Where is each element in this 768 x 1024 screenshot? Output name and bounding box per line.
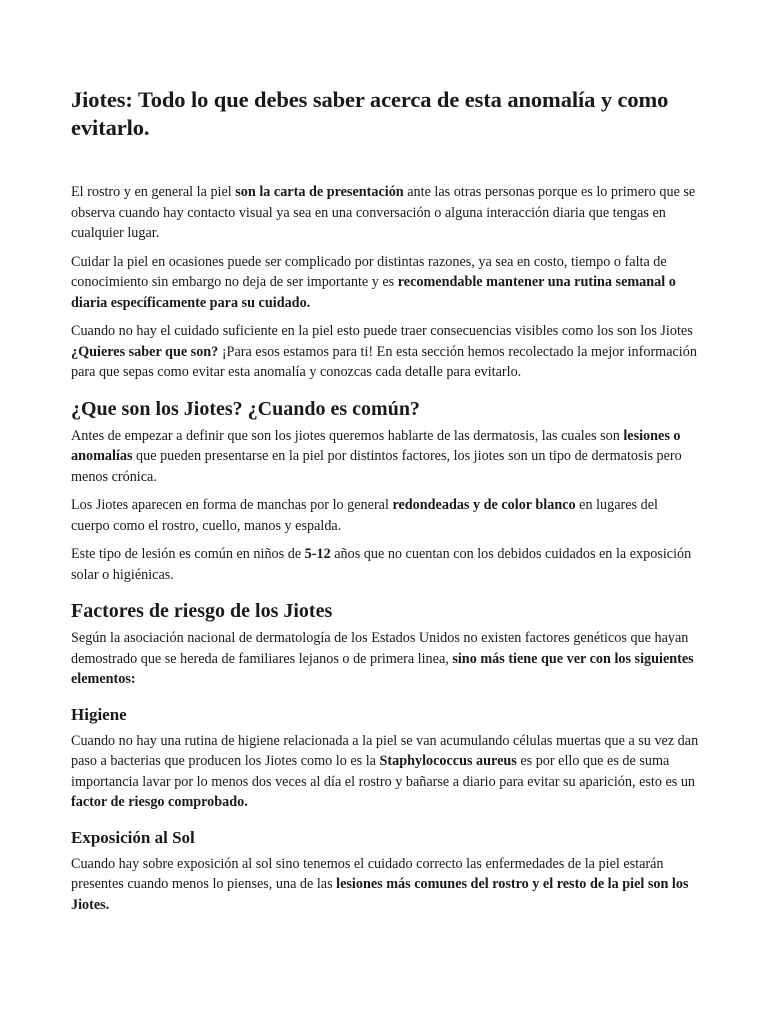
bold-run: Staphylococcus aureus: [379, 753, 517, 769]
text-run: ante las otras personas porque es lo primero que se observa cuando hay contacto visual ya sea en una conversación o alguna interacción diaria que tengas en cualquier lugar.: [71, 184, 696, 241]
bold-run: redondeadas y de color blanco: [392, 497, 576, 513]
text-run: El rostro y en general la piel: [71, 184, 236, 200]
text-run: Los Jiotes aparecen en forma de manchas por lo general: [71, 497, 393, 513]
bold-run: ¿Quieres saber que son?: [71, 343, 219, 360]
bold-run: son la carta de presentación: [235, 184, 404, 200]
text-run: que pueden presentarse en la piel por distintos factores, los jiotes son un tipo de dermatosis pero menos crónica.: [71, 448, 682, 485]
intro-paragraph-2: [71, 252, 699, 314]
higiene-paragraph: [71, 731, 699, 813]
text-run: Este tipo de lesión es común en niños de: [71, 546, 305, 562]
section2-paragraph-1: [71, 628, 699, 690]
text-run: años que no cuentan con los debidos cuidados en la exposición solar o higiénicas.: [71, 546, 692, 583]
text-run: en lugares del cuerpo como el rostro, cuello, manos y espalda.: [71, 497, 658, 534]
section1-paragraph-3: [71, 544, 699, 585]
text-run: Cuando no hay una rutina de higiene relacionada a la piel se van acumulando células muertas que a su vez dan paso a bacterias que producen los Jiotes como lo es la: [71, 732, 699, 769]
text-run: ¡Para esos estamos para ti! En esta sección hemos recolectado la mejor información para que sepas como evitar esta anomalía y conozcas cada detalle para evitarlo.: [71, 343, 697, 380]
bold-run: lesiones o anomalías: [71, 427, 681, 464]
text-run: Cuando no hay el cuidado suficiente en la piel esto puede traer consecuencias visibles como los son los Jiotes: [71, 323, 693, 339]
intro-paragraph-1: [71, 182, 699, 244]
section1-paragraph-2: [71, 495, 699, 536]
bold-run: lesiones más comunes del rostro y el resto de la piel son los Jiotes.: [71, 876, 689, 913]
intro-paragraph-3: [71, 321, 699, 383]
subheading-higiene: Higiene: [71, 704, 127, 724]
subheading-exposicion-sol: Exposición al Sol: [71, 827, 195, 847]
text-run: es por ello que es de suma importancia lavar por lo menos dos veces al día el rostro y bañarse a diario para evitar su aparición, esto es un: [71, 753, 696, 790]
article-body: [71, 86, 699, 923]
section-heading-factores: Factores de riesgo de los Jiotes: [71, 600, 333, 622]
article-title: Jiotes: Todo lo que debes saber acerca de esta anomalía y como evitarlo.: [71, 87, 669, 140]
bold-run: 5-12: [304, 546, 331, 562]
section-heading-que-son: ¿Que son los Jiotes? ¿Cuando es común?: [71, 397, 420, 420]
text-run: Según la asociación nacional de dermatología de los Estados Unidos no existen factores genéticos que hayan demostrado que se hereda de familiares lejanos o de primera linea,: [71, 630, 689, 667]
text-run: Antes de empezar a definir que son los jiotes queremos hablarte de las dermatosis, las cuales son: [71, 427, 624, 444]
text-run: Cuando hay sobre exposición al sol sino tenemos el cuidado correcto las enfermedades de la piel estarán presentes cuando menos lo pienses, una de las: [71, 855, 664, 892]
section1-paragraph-1: [71, 426, 699, 488]
bold-run: sino más tiene que ver con los siguientes elementos:: [71, 650, 694, 687]
exposicion-paragraph: [71, 854, 699, 916]
text-run: Cuidar la piel en ocasiones puede ser complicado por distintas razones, ya sea en costo, tiempo o falta de conocimiento sin embargo no deja de ser importante y es: [71, 253, 667, 290]
bold-run: factor de riesgo comprobado.: [71, 794, 248, 810]
bold-run: recomendable mantener una rutina semanal o diaria específicamente para su cuidado.: [71, 274, 676, 311]
